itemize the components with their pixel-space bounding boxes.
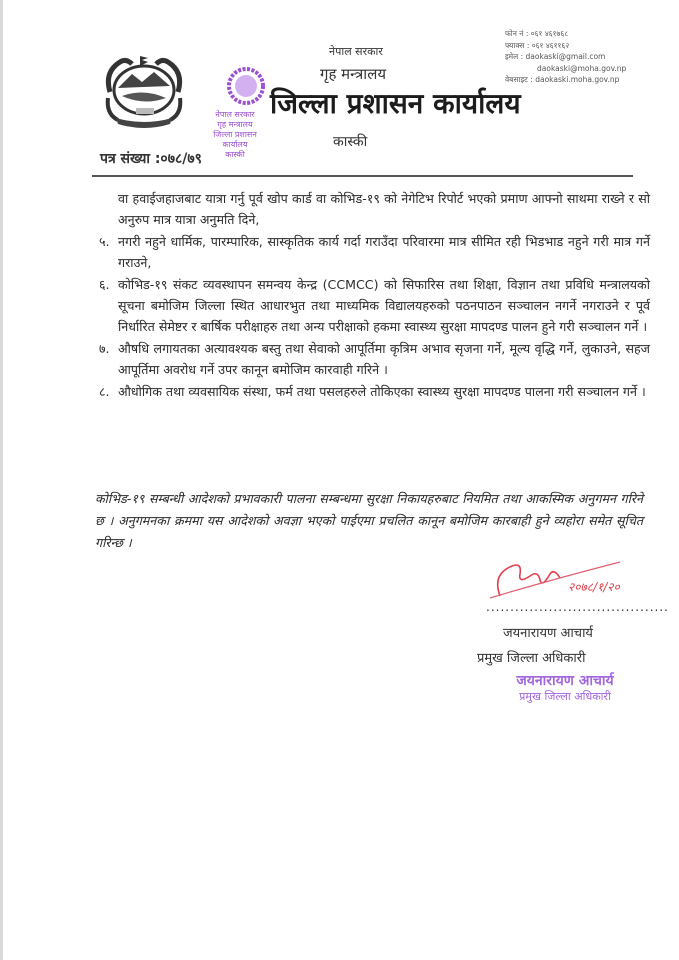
- office-stamp: [200, 110, 270, 160]
- district-name: कास्की: [333, 134, 368, 150]
- item-number: ५.: [99, 233, 110, 249]
- letter-body: [99, 188, 650, 402]
- email-primary: इमेल : daokaski@gmail.com: [505, 52, 606, 62]
- fax-number: फ्याक्स : ०६१ ४६११६२: [505, 40, 570, 50]
- item-text: औधोगिक तथा व्यवसायिक संस्था, फर्म तथा पसलहरुले तोकिएका स्वास्थ्य सुरक्षा मापदण्ड पालना गरी सञ्चालन गर्ने ।: [118, 383, 646, 399]
- stamp-line: जिल्ला प्रशासन कार्यालय: [213, 130, 257, 149]
- signer-title: प्रमुख जिल्ला अधिकारी: [477, 651, 586, 666]
- item-text: औषधि लगायतका अत्यावश्यक बस्तु तथा सेवाको आपूर्तिमा कृत्रिम अभाव सृजना गर्ने, मूल्य वृद्धि गर्ने, लुकाउने, सहज आपूर्तिमा अवरोध गर्ने उपर कानून बमोजिम कारवाही गरिने ।: [118, 340, 650, 378]
- item-text: कोभिड-१९ संकट व्यवस्थापन समन्वय केन्द्र (CCMCC) को सिफारिस तथा शिक्षा, विज्ञान तथा प्रविधि मन्त्रालयको सूचना बमोजिम जिल्ला स्थित आधारभुत तथा माध्यमिक विद्यालयहरुको पठनपाठन सञ्चालन नगर्ने नगराउने र पूर्व निर्धारित सेमेष्टर र बार्षिक परीक्षाहरु तथा अन्य परीक्षाको हकमा स्वास्थ्य सुरक्षा मापदण्ड पालन हुने गरी सञ्चालन गर्ने ।: [118, 276, 650, 335]
- list-item: [99, 274, 650, 338]
- item-number: ६.: [99, 276, 110, 292]
- item-text: नगरी नहुने धार्मिक, पारम्पारिक, सास्कृतिक कार्य गर्दा गराउँदा परिवारमा मात्र सीमित रही भिडभाड नहुने गरी मात्र गर्ने गराउने,: [118, 233, 650, 271]
- list-item: [99, 338, 650, 381]
- office-title: जिल्ला प्रशासन कार्यालय: [270, 87, 521, 120]
- signer-name: जयनारायण आचार्य: [503, 626, 593, 641]
- email-secondary: daokaski@moha.gov.np: [537, 63, 627, 73]
- stamp-line: प्रमुख जिल्ला अधिकारी: [519, 690, 611, 703]
- notice-paragraph: कोभिड-१९ सम्बन्धी आदेशको प्रभावकारी पालना सम्बन्धमा सुरक्षा निकायहरुबाट नियमित तथा आकस्मिक अनुगमन गरिने छ । अनुगमनका क्रममा यस आदेशको अवज्ञा भएको पाईएमा प्रचलित कानून बमोजिम कारबाही हुने व्यहोरा समेत सूचित गरिन्छ ।: [95, 491, 643, 550]
- item-number: ८.: [99, 383, 110, 399]
- ministry-name: गृह मन्त्रालय: [320, 65, 387, 83]
- government-name: नेपाल सरकार: [329, 45, 383, 58]
- nepal-coat-of-arms-icon: [96, 52, 192, 132]
- stamp-line: गृह मन्त्रालय: [217, 120, 253, 129]
- signature-line: ......................................: [486, 600, 669, 614]
- item-number: ७.: [99, 340, 110, 356]
- stamp-line: कास्की: [225, 150, 245, 159]
- website: वेबसाइट : daokaski.moha.gov.np: [505, 75, 620, 85]
- stamp-line: नेपाल सरकार: [215, 110, 255, 119]
- list-item: [99, 231, 650, 274]
- reference-number: पत्र संख्या :०७८/७९: [100, 151, 202, 167]
- office-seal-icon: [226, 66, 266, 106]
- stamp-line: जयनारायण आचार्य: [516, 673, 614, 689]
- phone-number: फोन नं : ०६१ ४६१७६८: [505, 29, 569, 38]
- header-divider: [92, 175, 633, 177]
- contact-block: [505, 28, 626, 86]
- continuation-paragraph: वा हवाईजहाजबाट यात्रा गर्नु पूर्व खोप कार्ड वा कोभिड-१९ को नेगेटिभ रिपोर्ट भएको प्रमाण आफ्नो साथमा राख्ने र सो अनुरुप मात्र यात्रा अनुमति दिने,: [118, 191, 650, 228]
- officer-stamp: [500, 674, 630, 704]
- list-item: [99, 381, 650, 402]
- handwritten-date: २०७८/१/२०: [568, 580, 620, 594]
- scan-edge: [0, 0, 3, 960]
